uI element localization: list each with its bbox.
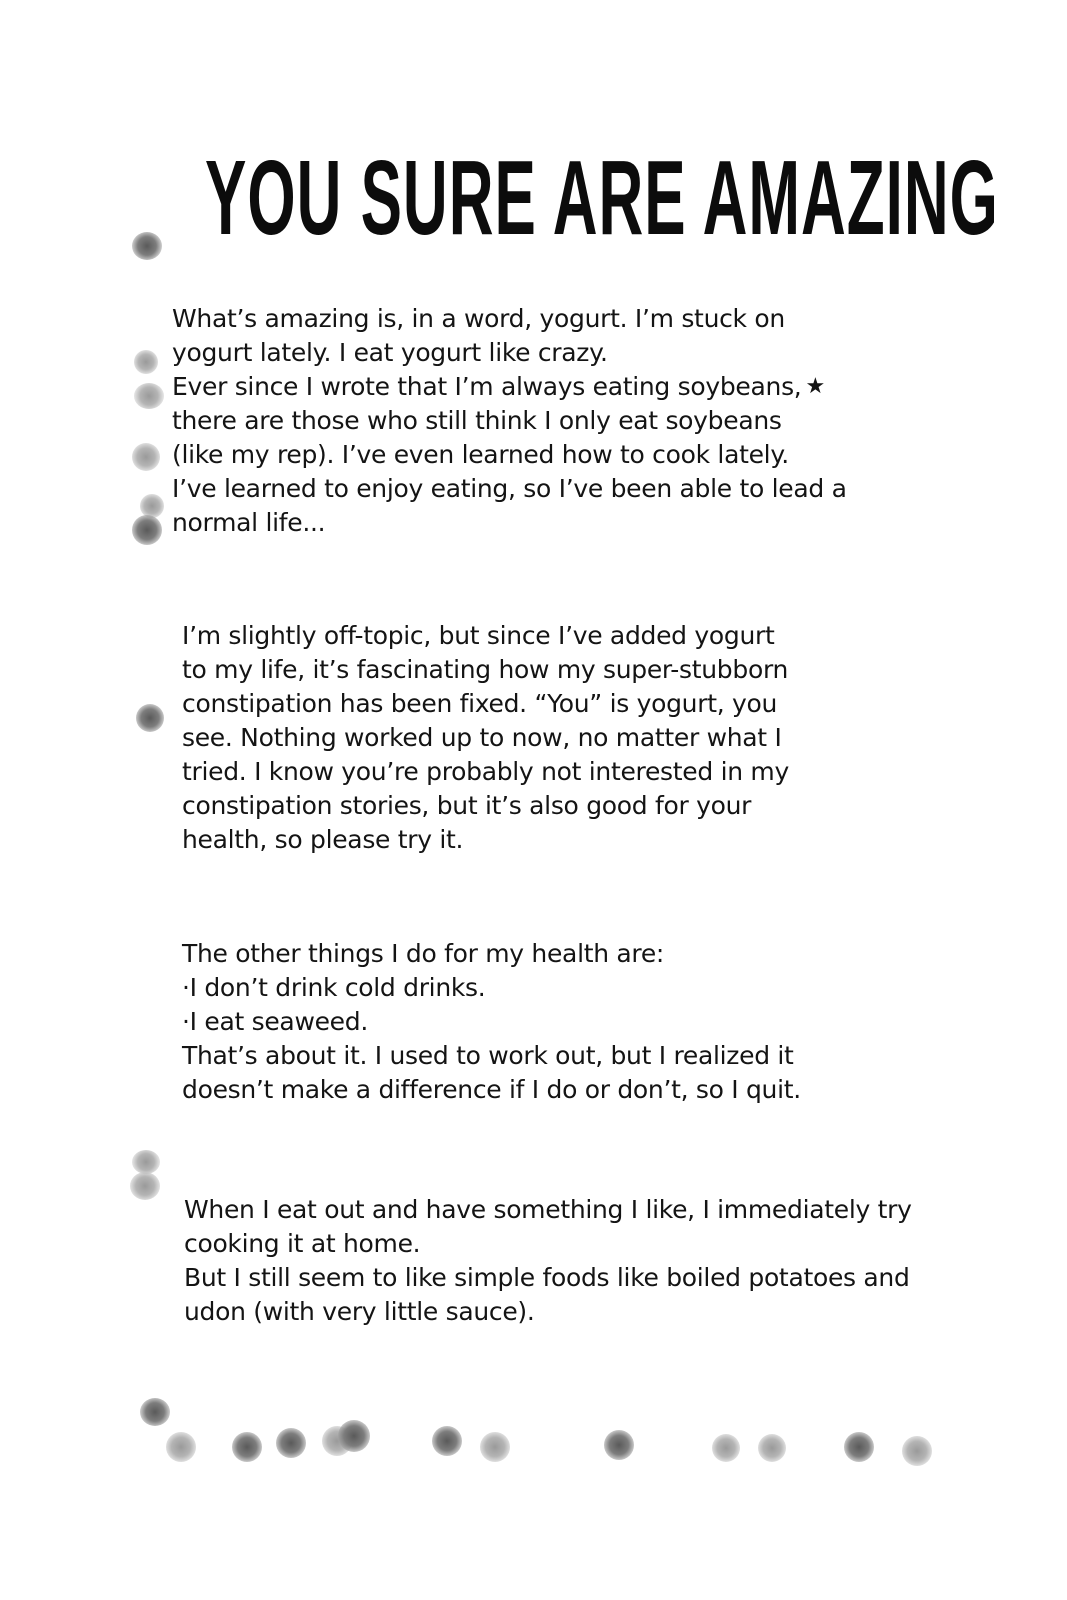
text-line: constipation stories, but it’s also good for your [182,791,752,820]
decorative-dot-icon [232,1432,262,1462]
text-line: But I still seem to like simple foods like boiled potatoes and [184,1263,910,1292]
text-line: (like my rep). I’ve even learned how to cook lately. [172,440,789,469]
text-line: cooking it at home. [184,1229,421,1258]
page-title: YOU SURE ARE AMAZING [205,140,999,258]
decorative-dot-icon [338,1420,370,1452]
text-line: udon (with very little sauce). [184,1297,535,1326]
decorative-dot-icon [604,1430,634,1460]
decorative-dot-icon [132,1150,160,1174]
text-line [172,370,847,404]
decorative-dot-icon [166,1432,196,1462]
text-line: yogurt lately. I eat yogurt like crazy. [172,338,608,367]
text-line: I’ve learned to enjoy eating, so I’ve been able to lead a [172,474,847,503]
decorative-dot-icon [136,704,164,732]
paragraph-yogurt [172,302,847,540]
text-line: health, so please try it. [182,825,464,854]
decorative-dot-icon [432,1426,462,1456]
list-item: ·I don’t drink cold drinks. [182,973,486,1002]
decorative-dot-icon [902,1436,932,1466]
text-line: tried. I know you’re probably not interested in my [182,757,789,786]
paragraph-constipation [182,619,789,857]
decorative-dot-icon [712,1434,740,1462]
text-line-content: Ever since I wrote that I’m always eating soybeans, [172,372,802,401]
decorative-dot-icon [480,1432,510,1462]
text-line: there are those who still think I only eat soybeans [172,406,782,435]
paragraph-cooking [184,1193,912,1329]
decorative-dot-icon [140,1398,170,1426]
decorative-dot-icon [132,443,160,471]
text-line: normal life... [172,508,326,537]
decorative-dot-icon [134,350,158,374]
decorative-dot-icon [134,383,164,409]
decorative-dot-icon [132,232,162,260]
text-line: to my life, it’s fascinating how my super-stubborn [182,655,789,684]
text-line: That’s about it. I used to work out, but I realized it [182,1041,794,1070]
decorative-dot-icon [130,1172,160,1200]
text-line: The other things I do for my health are: [182,939,665,968]
text-line: constipation has been fixed. “You” is yogurt, you [182,689,778,718]
decorative-dot-icon [758,1434,786,1462]
decorative-dot-icon [276,1428,306,1458]
text-line: When I eat out and have something I like, I immediately try [184,1195,912,1224]
list-item: ·I eat seaweed. [182,1007,368,1036]
decorative-dot-icon [844,1432,874,1462]
text-line: What’s amazing is, in a word, yogurt. I’m stuck on [172,304,785,333]
decorative-dot-icon [132,515,162,545]
text-line: doesn’t make a difference if I do or don’t, so I quit. [182,1075,801,1104]
paragraph-health-habits [182,937,801,1107]
text-line: see. Nothing worked up to now, no matter what I [182,723,782,752]
footnote-star-icon: ★ [805,374,825,399]
text-line: I’m slightly off-topic, but since I’ve added yogurt [182,621,775,650]
